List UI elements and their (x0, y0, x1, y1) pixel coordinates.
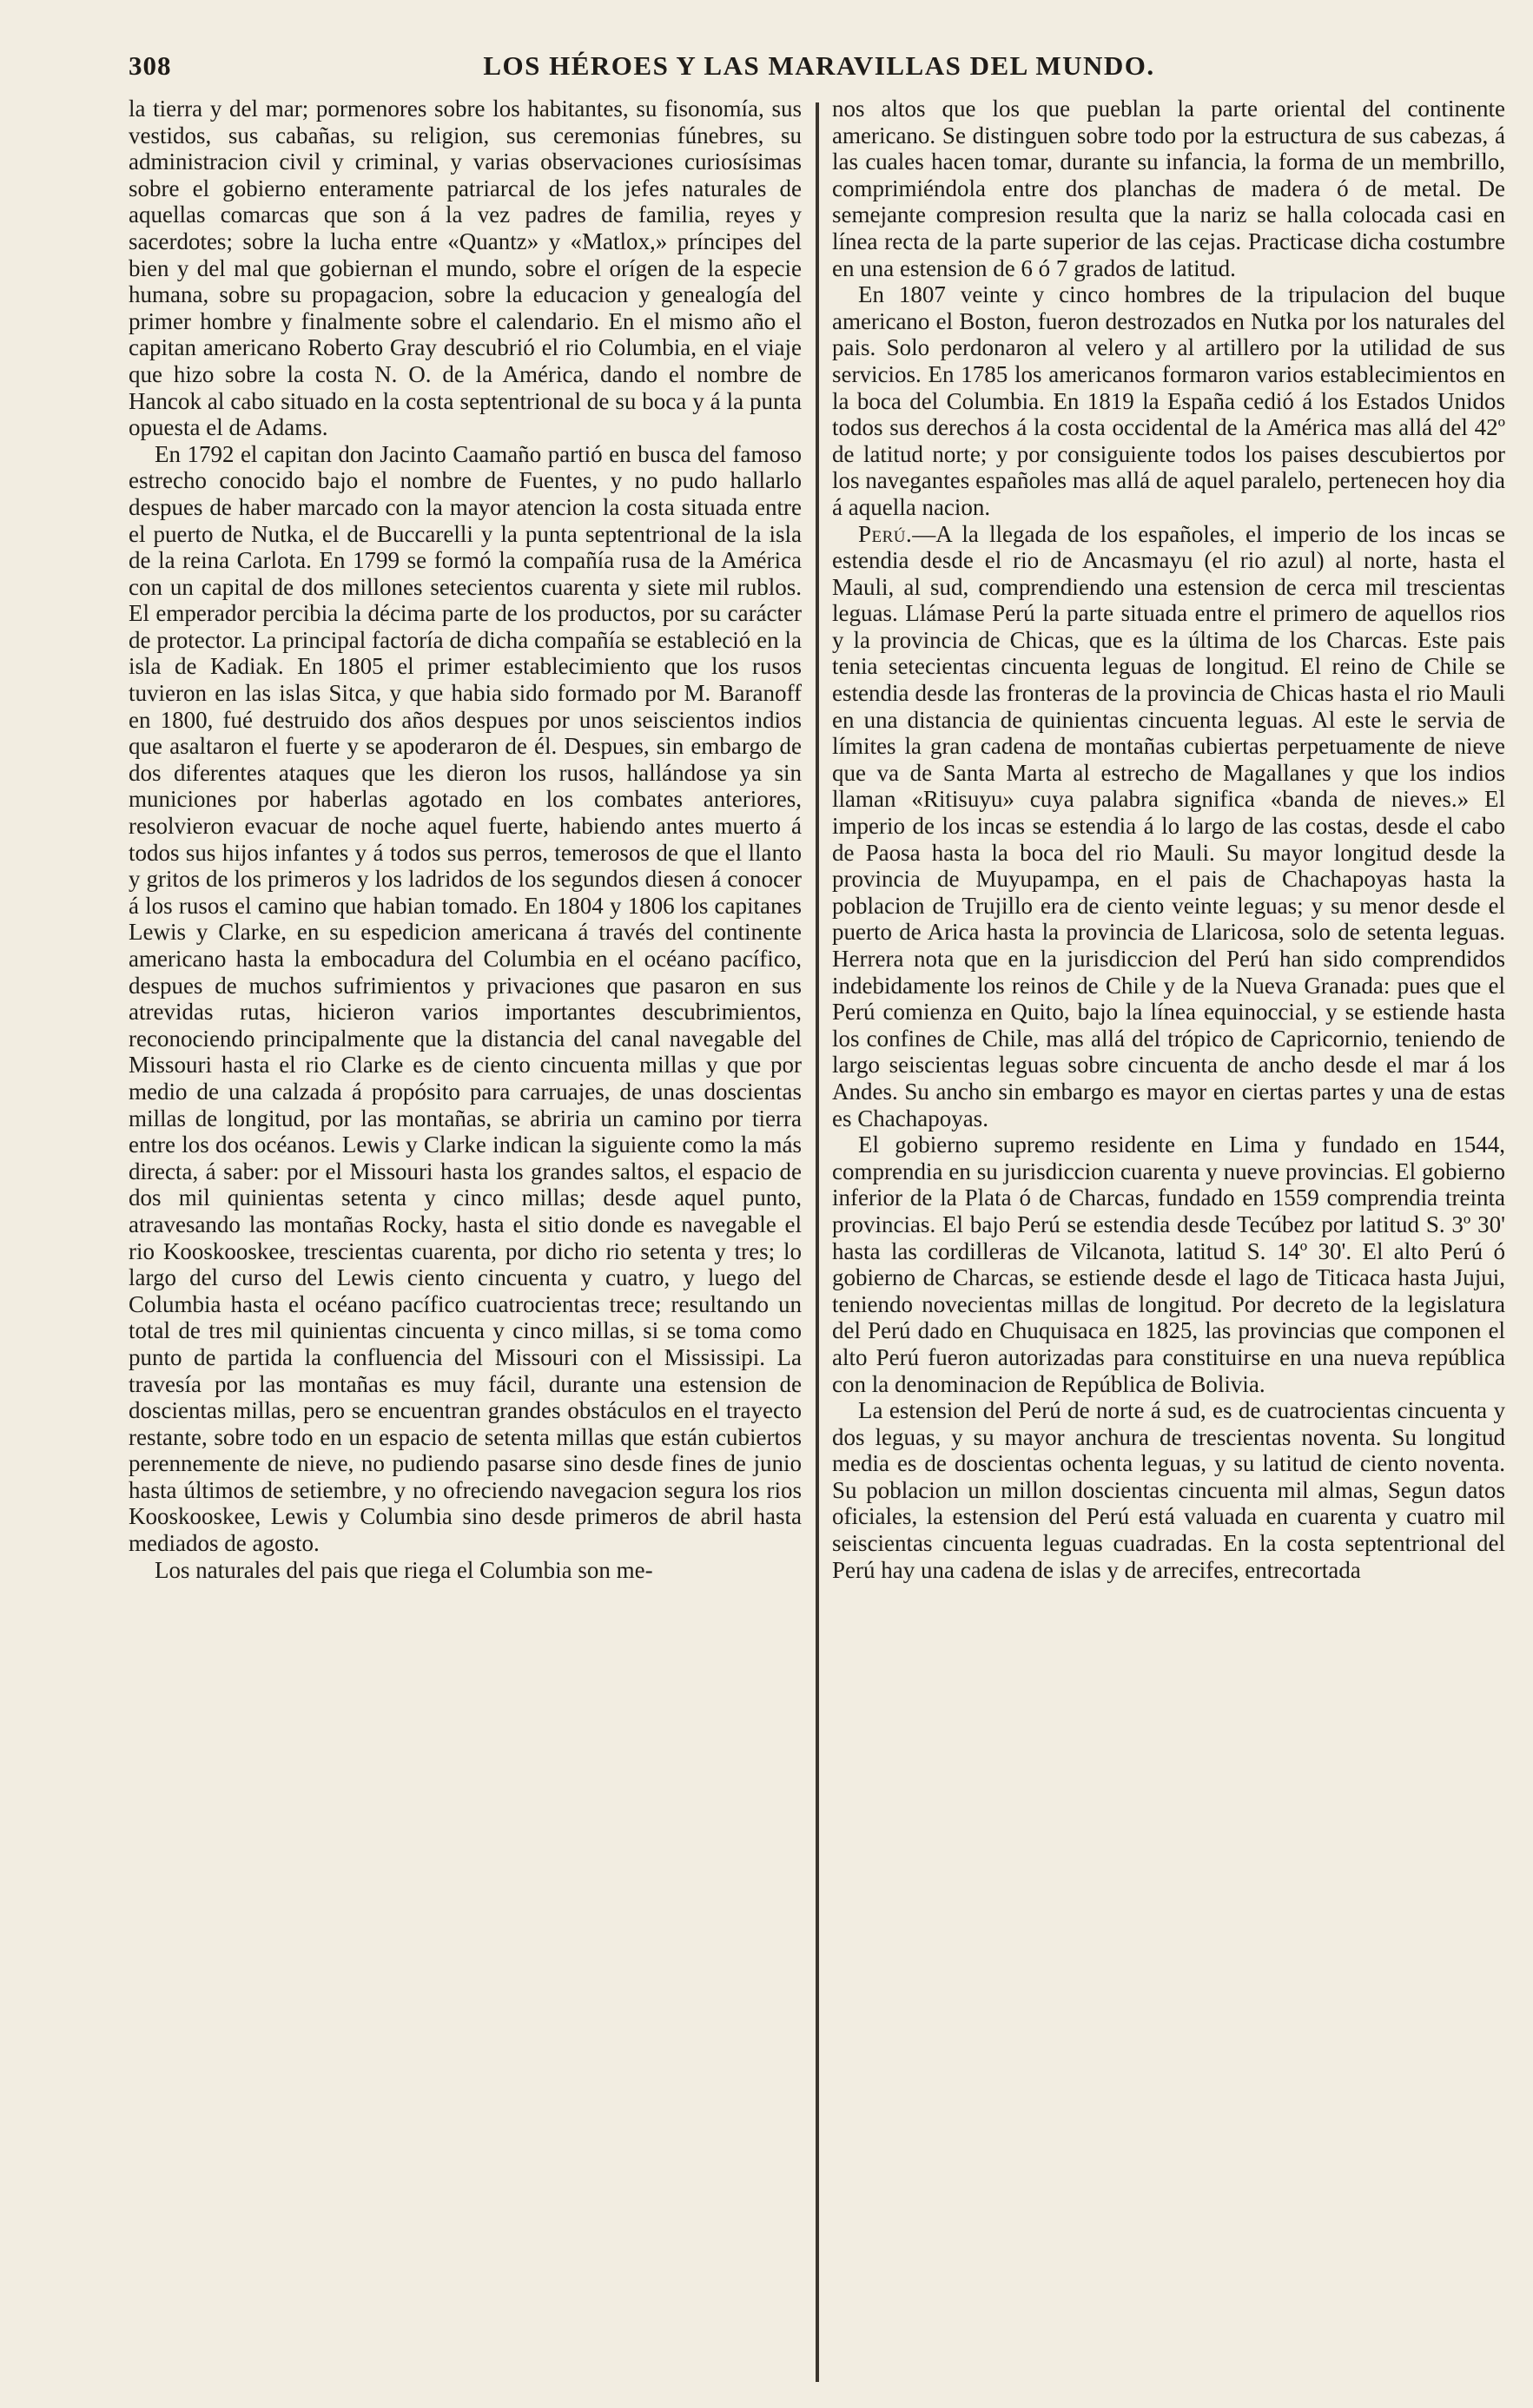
right-column (832, 96, 1505, 2388)
running-head (129, 50, 1510, 85)
right-paragraph-5 (832, 1397, 1505, 1583)
right-paragraph-peru (832, 521, 1505, 1132)
left-paragraph-1: la tierra y del mar; pormenores sobre los habitantes, su fisonomía, sus vestidos, sus cabañas, su religion, sus ceremonias fúnebres, su administracion civil y criminal, y varias observaciones curiosísimas sobre el gobierno enteramente patriarcal de los jefes naturales de aquellas comarcas que son á la vez padres de familia, reyes y sacerdotes; sobre la lucha entre «Quantz» y «Matlox,» príncipes del bien y del mal que gobiernan el mundo, sobre el orígen de la especie humana, sobre su propagacion, sobre la educacion y genealogía del primer hombre y finalmente sobre el calendario. En el mismo año el capitan americano Roberto Gray descubrió el rio Columbia, en el viaje que hizo sobre la costa N. O. de la América, dando el nombre de Hancok al cabo situado en la costa septentrional de su boca y á la punta opuesta el de Adams. (129, 96, 802, 441)
left-paragraph-2: En 1792 el capitan don Jacinto Caamaño partió en busca del famoso estrecho conocido bajo el nombre de Fuentes, y no pudo hallarlo despues de haber marcado con la mayor atencion la costa situada entre el puerto de Nutka, el de Buccarelli y la punta septentrional de la isla de la reina Carlota. En 1799 se formó la compañía rusa de la América con un capital de dos millones setecientos cuarenta y siete mil rublos. El emperador percibia la décima parte de los productos, por su carácter de protector. La principal factoría de dicha compañía se estableció en la isla de Kadiak. En 1805 el primer establecimiento que los rusos tuvieron en las islas Sitca, y que habia sido formado por M. Baranoff en 1800, fué destruido dos años despues por unos seiscientos indios que asaltaron el fuerte y se apoderaron de él. Despues, sin embargo de dos diferentes ataques que les dieron los rusos, hallándose ya sin municiones por haberlas agotado en los combates anteriores, resolvieron evacuar de noche aquel fuerte, habiendo antes muerto á todos sus hijos infantes y á todos sus perros, temerosos de que el llanto y gritos de los primeros y los ladridos de los segundos diesen á conocer á los rusos el camino que habian tomado. En 1804 y 1806 los capitanes Lewis y Clarke, en su espedicion americana á través del continente americano hasta la embocadura del Columbia en el océano pacífico, despues de muchos sufrimientos y privaciones que pasaron en sus atrevidas rutas, hicieron varios importantes descubrimientos, reconociendo principalmente que la distancia del canal navegable del Missouri hasta el rio Clarke es de ciento cincuenta millas y que por medio de una calzada á propósito para carruajes, de unas doscientas millas de longitud, por las montañas, se abriria un camino por tierra entre los dos océanos. Lewis y Clarke indican la siguiente como la más directa, á saber: por el Missouri hasta los grandes saltos, el espacio de dos mil quinientas setenta y cinco millas; desde aquel punto, atravesando las montañas Rocky, hasta el sitio donde es navegable el rio Kooskooskee, trescientas cuarenta, por dicho rio setenta y tres; lo largo del curso del Lewis ciento cincuenta y cuatro, y luego del Columbia hasta el océano pacífico cuatrocientas trece; resultando un total de tres mil quinientas cincuenta y cinco millas, si se toma como punto de partida la confluencia del Missouri con el Mississipi. La travesía por las montañas es muy fácil, durante una estension de doscientas millas, pero se encuentran grandes obstáculos en el trayecto restante, sobre todo en un espacio de setenta millas que están cubiertos perennemente de nieve, no pudiendo pasarse sino desde fines de junio hasta últimos de setiembre, y no ofreciendo navegacion segura los rios Kooskooskee, Lewis y Columbia sino desde primeros de abril hasta mediados de agosto. (129, 440, 802, 1557)
paragraph-text: nos altos que los que pueblan la parte oriental del continente americano. Se distinguen sobre todo por la estructura de sus cabezas, á las cuales hacen tomar, durante su infancia, la forma de un membrillo, comprimiéndola entre dos planchas de madera ó de metal. De semejante compresion resulta que la nariz se halla colocada casi en línea recta de la parte superior de las cejas. Practicase dicha costumbre en una estension de 6 ó 7 grados de latitud. (832, 96, 1505, 281)
paragraph-text: El gobierno supremo residente en Lima y fundado en 1544, comprendia en su jurisdiccion cuarenta y nueve provincias. El gobierno inferior de la Plata ó de Charcas, fundado en 1559 comprendia treinta provincias. El bajo Perú se estendia desde Tecúbez por latitud S. 3º 30' hasta las cordilleras de Vilcanota, latitud S. 14º 30'. El alto Perú ó gobierno de Charcas, se estiende desde el lago de Titicaca hasta Jujui, teniendo novecientas millas de longitud. Por decreto de la legislatura del Perú dado en Chuquisaca en 1825, las provincias que componen el alto Perú fueron autorizadas para constituirse en una nueva república con la denominacion de República de Bolivia. (832, 1131, 1505, 1397)
page-number: 308 (129, 50, 172, 81)
paragraph-text: —A la llegada de los españoles, el imperio de los incas se estendia desde el rio de Ancasmayu (el rio azul) al norte, hasta el Mauli, al sud, comprendiendo una estension de cerca mil trescientas leguas. Llámase Perú la parte situada entre el primero de aquellos rios y la provincia de Chicas, que es la última de los Charcas. Este pais tenia setecientas cincuenta leguas de longitud. El reino de Chile se estendia desde las fronteras de la provincia de Chicas hasta el rio Mauli en una distancia de quinientas cincuenta leguas. Al este le servia de límites la gran cadena de montañas cubiertas perpetuamente de nieve que va de Santa Marta al estrecho de Magallanes y que los indios llaman «Ritisuyu» cuya palabra significa «banda de nieves.» El imperio de los incas se estendia á lo largo de las costas, desde el cabo de Paosa hasta la boca del rio Mauli. Su mayor longitud desde la provincia de Muyupampa, en el pais de Chachapoyas hasta la poblacion de Trujillo era de ciento veinte leguas; y su menor desde el puerto de Arica hasta la provincia de Llaricosa, solo de setenta leguas. Herrera nota que en la jurisdiccion del Perú han sido comprendidos indebidamente los reinos de Chile y de la Nueva Granada: pues que el Perú comienza en Quito, bajo la línea equinoccial, y se estiende hasta los confines de Chile, mas allá del trópico de Capricornio, teniendo de largo seiscientas leguas sobre cincuenta de ancho desde el mar á los Andes. Su ancho sin embargo es mayor en ciertas partes y una de estas es Chachapoyas. (832, 520, 1505, 1131)
column-divider (816, 102, 819, 2382)
running-head-title: LOS HÉROES Y LAS MARAVILLAS DEL MUNDO. (483, 50, 1155, 81)
paragraph-text: La estension del Perú de norte á sud, es de cuatrocientas cincuenta y dos leguas, y su mayor anchura de trescientas noventa. Su longitud media es de doscientas ochenta leguas, y su latitud de ciento noventa. Su poblacion un millon doscientas cincuenta mil almas, Segun datos oficiales, la estension del Perú está valuada en cuarenta y cuatro mil seiscientas cincuenta leguas cuadradas. En la costa septentrional del Perú hay una cadena de islas y de arrecifes, entrecortada (832, 1397, 1505, 1583)
left-column (129, 96, 802, 2388)
left-paragraph-3: Los naturales del pais que riega el Columbia son me- (155, 1556, 653, 1583)
right-paragraph-4 (832, 1131, 1505, 1397)
right-paragraph-2 (832, 281, 1505, 520)
right-paragraph-1 (832, 96, 1505, 281)
run-in-heading-peru: Perú. (858, 520, 913, 547)
paragraph-text: En 1807 veinte y cinco hombres de la tripulacion del buque americano el Boston, fueron destrozados en Nutka por los naturales del pais. Solo perdonaron al velero y al artillero por la utilidad de sus servicios. En 1785 los americanos formaron varios establecimientos en la boca del Columbia. En 1819 la España cedió á los Estados Unidos todos sus derechos á la costa occidental de la América mas allá del 42º de latitud norte; y por consiguiente todos los paises descubiertos por los navegantes españoles mas allá de aquel paralelo, pertenecen hoy dia á aquella nacion. (832, 281, 1505, 520)
